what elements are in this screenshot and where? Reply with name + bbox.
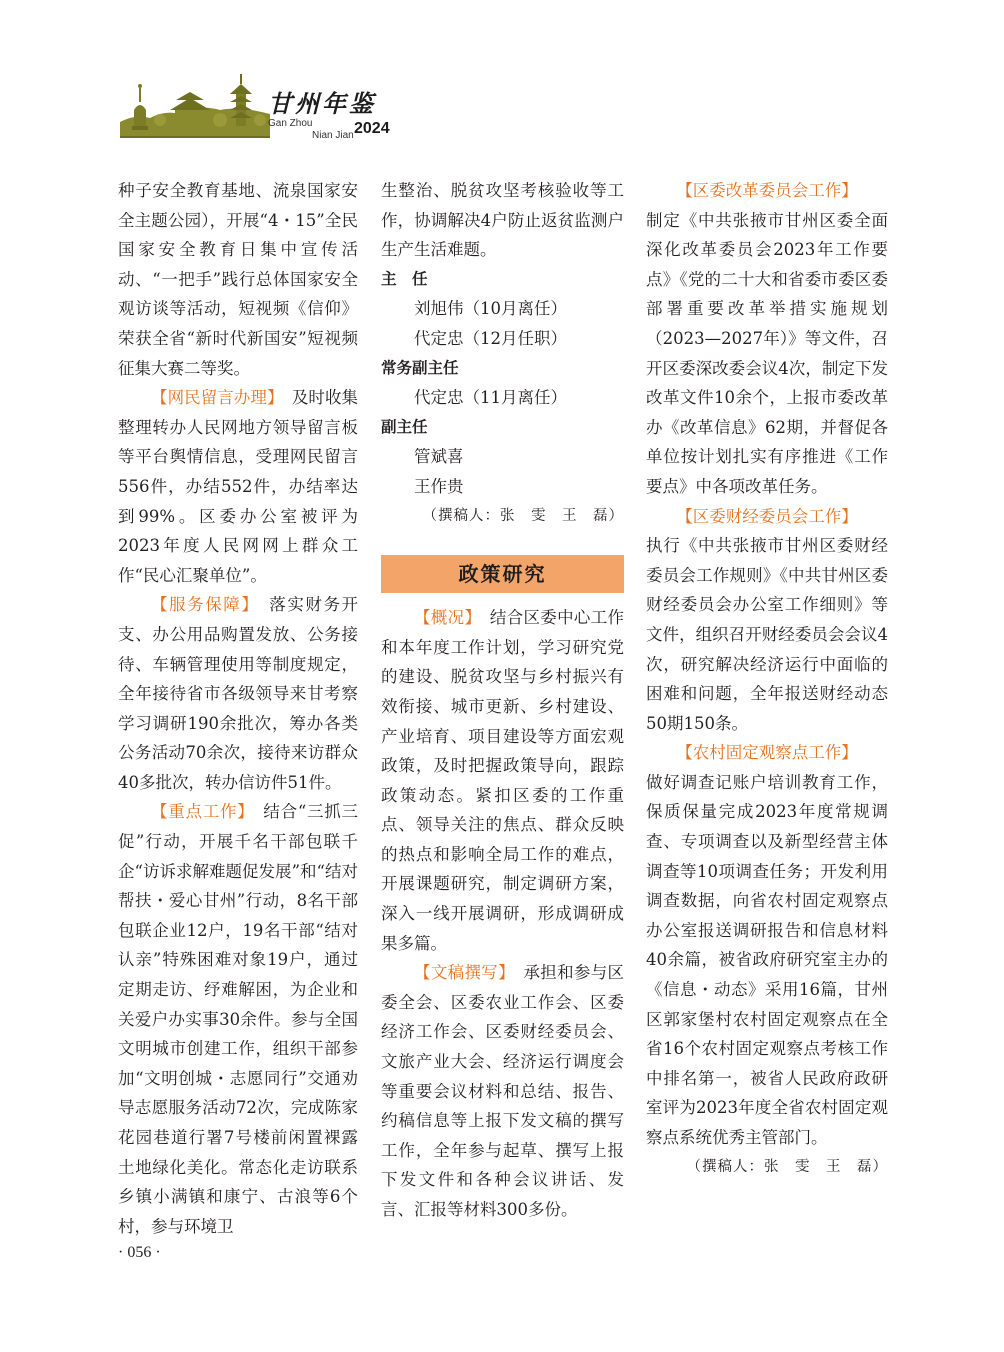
staff-entry: 代定忠（12月任职）	[414, 328, 567, 348]
section-heading-policy-research: 政策研究	[381, 555, 624, 593]
paragraph-service-support	[118, 590, 358, 797]
heading-netizen-messages: 【网民留言办理】	[151, 388, 276, 408]
column-1	[118, 176, 358, 1241]
yearbook-title-en-2: Nian Jian	[312, 130, 354, 141]
paragraph-continued: 生整治、脱贫攻坚考核验收等工作，协调解决4户防止返贫监测户生产生活难题。	[381, 181, 624, 260]
label-executive-deputy: 常务副主任	[381, 358, 459, 377]
text-reform-committee: 制定《中共张掖市甘州区委全面深化改革委员会2023年工作要点》《党的二十大和省委市委区委部署重要改革举措实施规划（2023—2027年）》等文件，召开区委深改委会议4次，制定下发改革文件10余个，上报市委改革办《改革信息》62期，并督促各单位按计划扎实有序推进《工作要点》中各项改革任务。	[646, 210, 888, 496]
heading-overview: 【概况】	[414, 608, 473, 628]
text-service-support: 落实财务开支、办公用品购置发放、公务接待、车辆管理使用等制度规定，全年接待省市各级领导来甘考察学习调研190余批次，筹办各类公务活动70余次，接待来访群众40多批次，转办信访件51件。	[118, 595, 359, 792]
pagoda-landscape-logo	[120, 70, 270, 140]
heading-key-work: 【重点工作】	[151, 802, 247, 822]
text-key-work: 结合“三抓三促”行动，开展千名干部包联千企“访诉求解难题促发展”和“结对帮扶・爱心甘州”行动，8名干部包联企业12户，19名干部“结对认亲”特殊困难对象19户，通过定期走访、纾难解困，为企业和关爱户办实事30余件。参与全国文明城市创建工作，组织干部参加“文明创城・志愿同行”交通劝导志愿服务活动72次，完成陈家花园巷道行署7号楼前闲置裸露土地绿化美化。常态化走访联系乡镇小满镇和康宁、古浪等6个村，参与环境卫	[118, 802, 358, 1236]
paragraph-continued: 种子安全教育基地、流泉国家安全主题公园），开展“4・15”全民国家安全教育日集中宣传活动、“一把手”践行总体国家安全观访谈等活动，短视频《信仰》荣获全省“新时代新国安”短视频征集大赛二等奖。	[118, 181, 358, 378]
text-drafting: 承担和参与区委全会、区委农业工作会、区委经济工作会、区委财经委员会、文旅产业大会、经济运行调度会等重要会议材料和总结、报告、约稿信息等上报下发文稿的撰写工作，全年参与起草、撰写上报下发文件和各种会议讲话、发言、汇报等材料300多份。	[381, 963, 624, 1219]
heading-rural-observation: 【农村固定观察点工作】	[676, 743, 858, 763]
text-netizen-messages: 及时收集整理转办人民网地方领导留言板等平台舆情信息，受理网民留言556件，办结552件，办结率达到99%。区委办公室被评为2023年度人民网网上群众工作“民心汇聚单位”。	[118, 388, 358, 585]
paragraph-drafting	[381, 958, 624, 1224]
yearbook-title: 甘州年鉴	[268, 89, 376, 118]
paragraph-netizen-messages	[118, 383, 358, 590]
page-header	[120, 70, 420, 150]
column-3	[646, 176, 888, 1182]
text-rural-observation: 做好调查记账户培训教育工作，保质保量完成2023年度常规调查、专项调查以及新型经营主体调查等10项调查任务；开发利用调查数据，向省农村固定观察点办公室报送调研报告和信息材料40余篇，被省政府研究室主办的《信息・动态》采用16篇，甘州区郭家堡村农村固定观察点在全省16个农村固定观察点考核工作中排名第一，被省人民政府政研室评为2023年度全省农村固定观察点系统优秀主管部门。	[646, 772, 888, 1147]
column-2	[381, 176, 624, 1225]
yearbook-title-en-1: Gan Zhou	[268, 118, 313, 129]
text-finance-committee: 执行《中共张掖市甘州区委财经委员会工作规则》《中共甘州区委财经委员会办公室工作细则》等文件，组织召开财经委员会会议4次，研究解决经济运行中面临的困难和问题，全年报送财经动态50期150条。	[646, 536, 888, 733]
staff-entry: 王作贵	[414, 476, 464, 496]
author-credit: （撰稿人：张 雯 王 磊）	[686, 1158, 888, 1175]
author-credit: （撰稿人：张 雯 王 磊）	[422, 507, 624, 524]
paragraph-key-work	[118, 797, 358, 1241]
heading-drafting: 【文稿撰写】	[414, 963, 507, 983]
staff-entry: 刘旭伟（10月离任）	[414, 299, 567, 319]
staff-entry: 管斌喜	[414, 447, 464, 467]
heading-service-support: 【服务保障】	[151, 595, 252, 615]
staff-entry: 代定忠（11月离任）	[414, 388, 567, 408]
heading-reform-committee: 【区委改革委员会工作】	[676, 181, 858, 200]
yearbook-year: 2024	[354, 120, 390, 137]
paragraph-overview	[381, 603, 624, 958]
page-number: · 056 ·	[118, 1244, 161, 1261]
heading-finance-committee: 【区委财经委员会工作】	[676, 506, 858, 526]
label-deputy-director: 副主任	[381, 417, 428, 436]
text-overview: 结合区委中心工作和本年度工作计划，学习研究党的建设、脱贫攻坚与乡村振兴有效衔接、城市更新、乡村建设、产业培育、项目建设等方面宏观政策，及时把握政策导向，跟踪政策动态。紧扣区委的工作重点、领导关注的焦点、群众反映的热点和影响全局工作的难点，开展课题研究，制定调研方案，深入一线开展调研，形成调研成果多篇。	[381, 608, 624, 953]
label-director: 主 任	[381, 269, 428, 288]
